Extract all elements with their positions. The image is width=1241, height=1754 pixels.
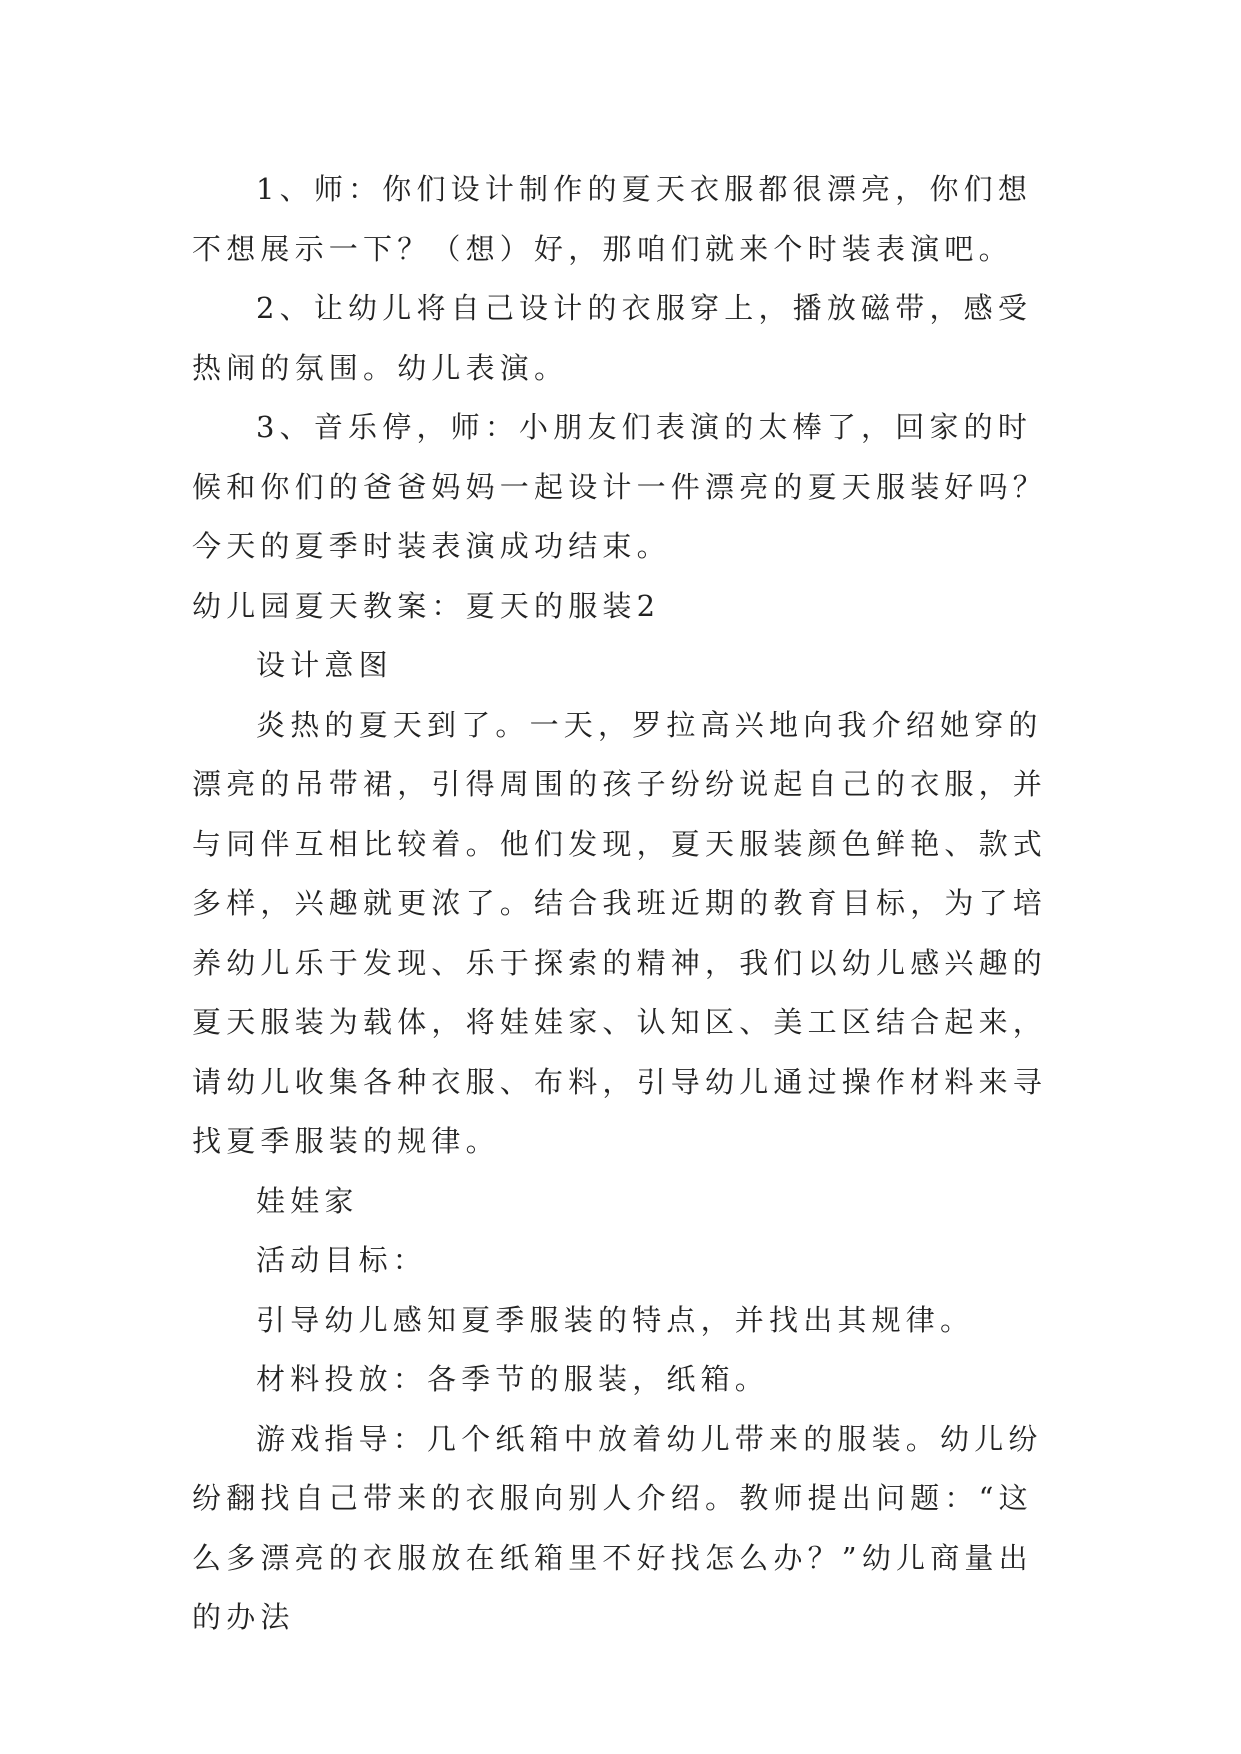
paragraph-step-1: 1、师：你们设计制作的夏天衣服都很漂亮，你们想不想展示一下？（想）好，那咱们就来个时装表演吧。 xyxy=(192,172,1033,266)
subheading-design-intent: 设计意图 xyxy=(256,648,393,682)
label-activity-goal: 活动目标： xyxy=(256,1243,428,1277)
paragraph-step-3: 3、音乐停，师：小朋友们表演的太棒了，回家的时候和你们的爸爸妈妈一起设计一件漂亮的夏天服装好吗？今天的夏季时装表演成功结束。 xyxy=(192,410,1048,563)
paragraph-activity-goal: 引导幼儿感知夏季服装的特点，并找出其规律。 xyxy=(256,1302,975,1337)
paragraph-step-2: 2、让幼儿将自己设计的衣服穿上，播放磁带，感受热闹的氛围。幼儿表演。 xyxy=(192,291,1033,385)
paragraph-materials: 材料投放：各季节的服装，纸箱。 xyxy=(256,1362,770,1396)
paragraph-design-intent: 炎热的夏天到了。一天，罗拉高兴地向我介绍她穿的漂亮的吊带裙，引得周围的孩子纷纷说起自己的衣服，并与同伴互相比较着。他们发现，夏天服装颜色鲜艳、款式多样，兴趣就更浓了。结合我班近期的教育目标，为了培养幼儿乐于发现、乐于探索的精神，我们以幼儿感兴趣的夏天服装为载体，将娃娃家、认知区、美工区结合起来，请幼儿收集各种衣服、布料，引导幼儿通过操作材料来寻找夏季服装的规律。 xyxy=(192,707,1048,1158)
document-body xyxy=(192,160,1052,1648)
section-title: 幼儿园夏天教案：夏天的服装2 xyxy=(192,588,661,623)
subheading-doll-house: 娃娃家 xyxy=(256,1183,359,1218)
paragraph-game-guidance: 游戏指导：几个纸箱中放着幼儿带来的服装。幼儿纷纷翻找自己带来的衣服向别人介绍。教师提出问题：“这么多漂亮的衣服放在纸箱里不好找怎么办？”幼儿商量出的办法 xyxy=(192,1421,1043,1634)
